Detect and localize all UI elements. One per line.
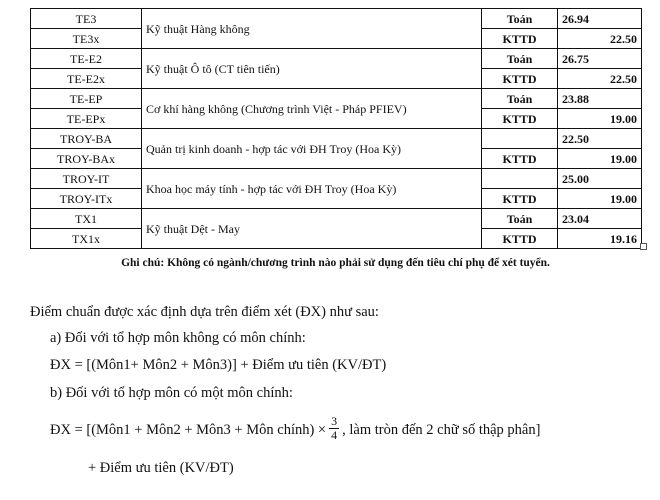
case-a-label: a) Đối với tổ hợp môn không có môn chính: (50, 330, 306, 346)
program-code: TE-E2 (31, 49, 142, 69)
formula-b-continuation: + Điểm ưu tiên (KV/ĐT) (88, 460, 234, 476)
cutoff-score: 19.00 (558, 149, 642, 169)
formula-a: ĐX = [(Môn1+ Môn2 + Môn3)] + Điểm ưu tiên (KV/ĐT) (50, 357, 387, 373)
program-code: TE3 (31, 9, 142, 29)
cutoff-score: 19.16 (558, 229, 642, 249)
cutoff-score: 23.04 (558, 209, 642, 229)
table-row (31, 169, 642, 189)
table-row (31, 209, 642, 229)
subject-combo: KTTD (482, 229, 558, 249)
program-code: TX1x (31, 229, 142, 249)
program-code: TE3x (31, 29, 142, 49)
table-note: Ghi chú: Không có ngành/chương trình nào phải sử dụng đến tiêu chí phụ để xét tuyển. (121, 257, 550, 269)
program-code: TE-EP (31, 89, 142, 109)
formula-b-end: , làm tròn đến 2 chữ số thập phân] (342, 421, 541, 438)
program-name: Khoa học máy tính - hợp tác với ĐH Troy (Hoa Kỳ) (142, 169, 482, 209)
cutoff-score: 19.00 (558, 189, 642, 209)
formula-b-start: ĐX = [(Môn1 + Môn2 + Môn3 + Môn chính) × (50, 421, 327, 438)
subject-combo: KTTD (482, 109, 558, 129)
cutoff-score: 26.94 (558, 9, 642, 29)
subject-combo (482, 169, 558, 189)
program-code: TROY-BAx (31, 149, 142, 169)
program-name: Quản trị kinh doanh - hợp tác với ĐH Troy (Hoa Kỳ) (142, 129, 482, 169)
program-code: TROY-BA (31, 129, 142, 149)
table-row (31, 9, 642, 29)
subject-combo: KTTD (482, 189, 558, 209)
cutoff-score: 25.00 (558, 169, 642, 189)
subject-combo (482, 129, 558, 149)
case-b-label: b) Đối với tổ hợp môn có một môn chính: (50, 385, 293, 401)
fraction-numerator: 3 (331, 414, 338, 428)
table-row (31, 49, 642, 69)
program-name: Kỹ thuật Ô tô (CT tiên tiến) (142, 49, 482, 89)
formula-b (50, 414, 541, 444)
program-code: TROY-IT (31, 169, 142, 189)
intro-text: Điểm chuẩn được xác định dựa trên điểm xét (ĐX) như sau: (30, 304, 379, 320)
cutoff-score: 22.50 (558, 129, 642, 149)
program-name: Cơ khí hàng không (Chương trình Việt - Pháp PFIEV) (142, 89, 482, 129)
program-name: Kỹ thuật Dệt - May (142, 209, 482, 249)
subject-combo: KTTD (482, 149, 558, 169)
subject-combo: Toán (482, 9, 558, 29)
program-name: Kỹ thuật Hàng không (142, 9, 482, 49)
table-resize-handle[interactable] (640, 243, 647, 250)
subject-combo: KTTD (482, 29, 558, 49)
program-code: TE-E2x (31, 69, 142, 89)
cutoff-score: 22.50 (558, 29, 642, 49)
program-code: TE-EPx (31, 109, 142, 129)
table-row (31, 89, 642, 109)
program-code: TX1 (31, 209, 142, 229)
cutoff-score-table (30, 8, 642, 249)
program-code: TROY-ITx (31, 189, 142, 209)
fraction-denominator: 4 (331, 428, 338, 442)
subject-combo: KTTD (482, 69, 558, 89)
subject-combo: Toán (482, 89, 558, 109)
cutoff-score: 23.88 (558, 89, 642, 109)
subject-combo: Toán (482, 209, 558, 229)
fraction-three-quarters (329, 415, 339, 442)
cutoff-score: 22.50 (558, 69, 642, 89)
cutoff-score: 19.00 (558, 109, 642, 129)
subject-combo: Toán (482, 49, 558, 69)
table-row (31, 129, 642, 149)
cutoff-score: 26.75 (558, 49, 642, 69)
